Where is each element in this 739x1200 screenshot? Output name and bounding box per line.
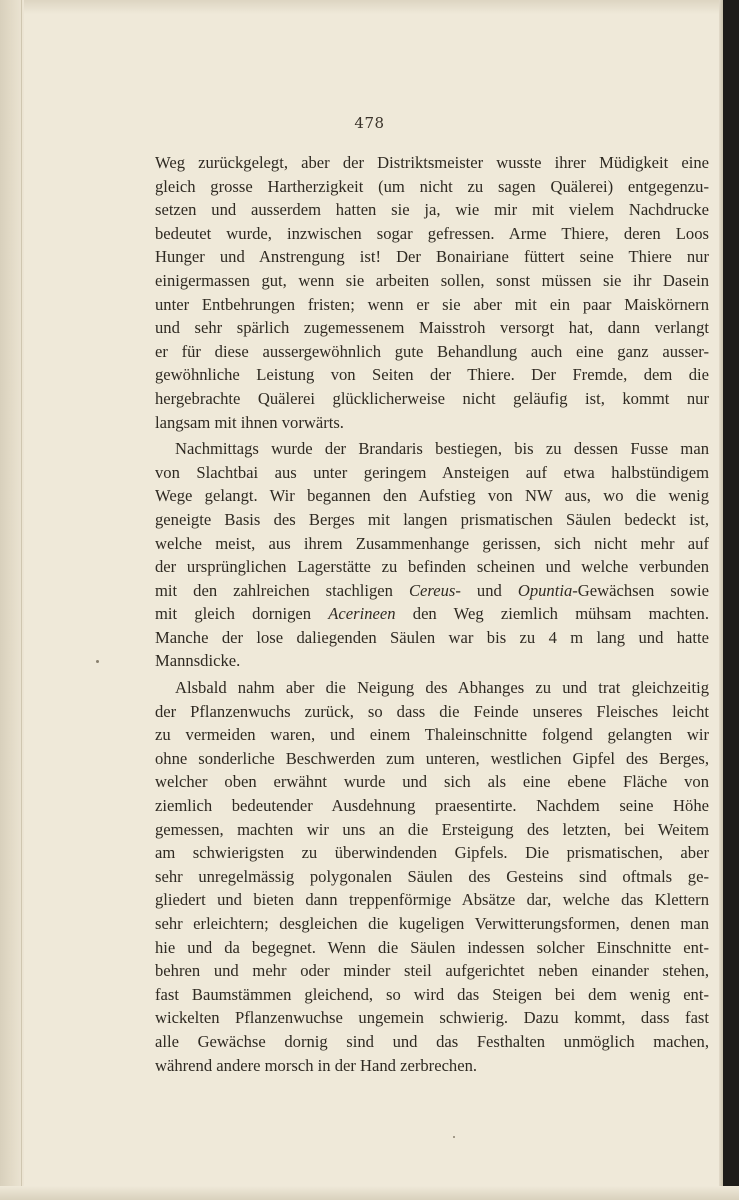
text-line: welche meist, aus ihrem Zusammenhange gerissen, sich nicht mehr auf [155,533,709,553]
text-line: von Slachtbai aus unter geringem Ansteigen auf etwa halbstündigem [155,462,709,482]
text-line: geneigte Basis des Berges mit langen prismatischen Säulen bedeckt ist, [155,509,709,529]
text-line: setzen und ausserdem hatten sie ja, wie mir mit vielem Nachdrucke [155,200,709,220]
text-line: Hunger und Anstrengung ist! Der Bonairiane füttert seine Thiere nur [155,247,709,267]
text-line: am schwierigsten zu überwindenden Gipfels. Die prismatischen, aber [155,843,709,863]
text-line: welcher oben erwähnt wurde und sich als eine ebene Fläche von [155,772,709,792]
page-number: 478 [354,114,385,132]
text-line: der Pflanzenwuchs zurück, so dass die Feinde unseres Fleisches leicht [155,701,709,721]
page-top-edge [0,0,739,14]
text-segment: den Weg ziemlich mühsam machten. [395,604,709,624]
text-segment: und [460,580,518,600]
text-line: Weg zurückgelegt, aber der Distriktsmeister wusste ihrer Müdigkeit eine [155,153,709,172]
text-line: sehr erleichtern; desgleichen die kugeligen Verwitterungsformen, denen man [155,914,709,933]
text-line: er für diese aussergewöhnlich gute Behandlung auch eine ganz ausser- [155,341,709,361]
text-line: sehr unregelmässig polygonalen Säulen des Gesteins sind oftmals ge- [155,866,709,886]
text-segment: -Gewächsen sowie [572,580,710,600]
text-line: Mannsdicke. [155,651,241,671]
paper-speck [453,1136,455,1138]
text-line: und sehr spärlich zugemessenem Maisstroh versorgt hat, dann verlangt [155,318,709,338]
text-line: Wege gelangt. Wir begannen den Aufstieg von NW aus, wo die wenig [155,486,709,506]
text-line: langsam mit ihnen vorwärts. [155,412,344,432]
text-line-with-italics [155,579,709,603]
book-binding-edge [0,0,24,1200]
scan-background-edge [723,0,739,1200]
paper-speck [96,660,99,663]
text-line: Manche der lose daliegenden Säulen war bis zu 4 m lang und hatte [155,627,709,647]
paragraph-1 [155,151,709,434]
text-line: behren und mehr oder minder steil aufgerichtet neben einander stehen, [155,961,709,981]
text-line: Alsbald nahm aber die Neigung des Abhanges zu und trat gleichzeitig [175,678,709,698]
text-line-with-italics [155,602,709,626]
text-line: einigermassen gut, wenn sie arbeiten sollen, sonst müssen sie ihr Dasein [155,270,709,290]
text-segment: mit gleich dornigen [155,604,329,624]
text-line: gewöhnliche Leistung von Seiten der Thiere. Der Fremde, dem die [155,365,709,385]
body-text [155,151,709,1077]
text-line: unter Entbehrungen fristen; wenn er sie aber mit ein paar Maiskörnern [155,294,709,314]
text-line: während andere morsch in der Hand zerbrechen. [155,1055,478,1075]
text-line: alle Gewächse dornig sind und das Festhalten unmöglich machen, [155,1031,709,1051]
text-line: hie und da begegnet. Wenn die Säulen indessen solcher Einschnitte ent- [155,937,709,957]
italic-term-acerineen: Acerineen [328,604,396,624]
text-line: fast Baumstämmen gleichend, so wird das Steigen bei dem wenig ent- [155,984,709,1004]
italic-term-opuntia: Opuntia [517,580,573,600]
italic-term-cereus: Cereus- [408,580,461,600]
paragraph-3 [155,676,709,1077]
text-line: hergebrachte Quälerei glücklicherweise nicht geläufig ist, kommt nur [155,388,709,408]
text-line: bedeutet wurde, inzwischen sogar gefressen. Arme Thiere, deren Loos [155,223,709,243]
text-line: der ursprünglichen Lagerstätte zu befinden scheinen und welche verbunden [155,557,709,577]
text-line: gliedert und bieten dann treppenförmige Absätze dar, welche das Klettern [155,890,709,910]
text-line: Nachmittags wurde der Brandaris bestiegen, bis zu dessen Fusse man [175,439,709,459]
text-segment: mit den zahlreichen stachligen [155,580,409,600]
page-bottom-edge [0,1186,739,1200]
text-line: gemessen, machten wir uns an die Ersteigung des letzten, bei Weitem [155,819,709,839]
paragraph-2 [155,437,709,673]
text-line: wickelten Pflanzenwuchse ungemein schwierig. Dazu kommt, dass fast [155,1008,709,1028]
text-line: gleich grosse Hartherzigkeit (um nicht zu sagen Quälerei) entgegenzu- [155,176,709,196]
text-line: ohne sonderliche Beschwerden zum unteren, westlichen Gipfel des Berges, [155,748,709,768]
text-line: ziemlich bedeutender Ausdehnung praesentirte. Nachdem seine Höhe [155,796,709,816]
text-line: zu vermeiden waren, und einem Thaleinschnitte folgend gelangten wir [155,725,709,745]
